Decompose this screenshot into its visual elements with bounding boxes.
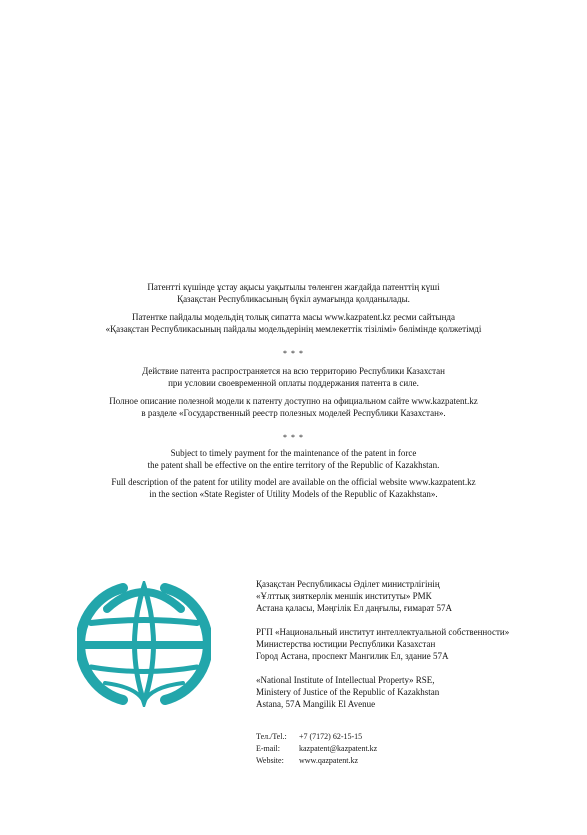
notice-line: Действие патента распространяется на всю территорию Республики Казахстан — [142, 366, 445, 376]
logo-lower-band — [91, 667, 197, 672]
organization-line: Қазақстан Республикасы Әділет министрлігінің — [256, 579, 440, 589]
website-value: www.qazpatent.kz — [299, 756, 359, 765]
notice-line: при условии своевременной оплаты поддержания патента в силе. — [168, 378, 419, 388]
notice-line: in the section «State Register of Utility Models of the Republic of Kazakhstan». — [149, 489, 438, 499]
notice-line: в разделе «Государственный реестр полезных моделей Республики Казахстан». — [141, 408, 446, 418]
organization-ru — [256, 626, 509, 662]
logo-upper-band — [91, 620, 197, 623]
notice-line: Full description of the patent for utility model are available on the official website www.kazpatent.kz — [111, 477, 476, 487]
notice-ru-description — [0, 395, 587, 419]
notice-line: Қазақстан Республикасының бүкіл аумағында қолданылады. — [177, 294, 410, 304]
email-label: E-mail: — [256, 744, 280, 753]
phone-value: +7 (7172) 62-15-15 — [299, 732, 363, 741]
email-row — [256, 743, 377, 755]
section-separator: * * * — [283, 433, 304, 442]
organization-line: Министерства юстиции Республики Казахстан — [256, 639, 436, 649]
notice-kk-description — [0, 311, 587, 335]
organization-line: РГП «Национальный институт интеллектуальной собственности» — [256, 627, 510, 637]
organization-line: «Ұлттық зияткерлік меншік институты» РМК — [256, 591, 432, 601]
organization-line: Ministery of Justice of the Republic of Kazakhstan — [256, 687, 440, 697]
notice-ru-maintenance — [0, 365, 587, 389]
notice-en-maintenance — [0, 447, 587, 471]
notice-line: «Қазақстан Республикасының пайдалы модельдерінің мемлекеттік тізілімі» бөлімінде қолжетімді — [105, 324, 482, 334]
organization-address: Город Астана, проспект Мангилик Ел, здание 57А — [256, 651, 449, 661]
section-separator: * * * — [283, 349, 304, 358]
website-label: Website: — [256, 756, 284, 765]
notice-line: Патентті күшінде ұстау ақысы уақытылы төленген жағдайда патенттің күші — [147, 282, 440, 292]
contact-info — [256, 731, 377, 767]
notice-line: Патентке пайдалы модельдің толық сипатта масы www.kazpatent.kz ресми сайтында — [132, 312, 455, 322]
logo-globe — [80, 586, 208, 702]
website-row — [256, 755, 377, 767]
notice-line: Полное описание полезной модели к патенту доступно на официальном сайте www.kazpatent.kz — [109, 396, 478, 406]
organization-address: Астана қаласы, Мәңгілік Ел даңғылы, ғимарат 57А — [256, 603, 452, 613]
organization-address: Astana, 57A Mangilik El Avenue — [256, 699, 376, 709]
organization-kk — [256, 578, 452, 614]
notice-kk-maintenance — [0, 281, 587, 305]
organization-en — [256, 674, 439, 710]
phone-row — [256, 731, 377, 743]
notice-en-description — [0, 476, 587, 500]
notice-line: the patent shall be effective on the entire territory of the Republic of Kazakhstan. — [147, 460, 440, 470]
phone-label: Тел./Tel.: — [256, 732, 287, 741]
organization-line: «National Institute of Intellectual Property» RSE, — [256, 675, 435, 685]
email-value: kazpatent@kazpatent.kz — [299, 744, 378, 753]
kazpatent-logo-icon — [77, 581, 211, 707]
notice-line: Subject to timely payment for the maintenance of the patent in force — [170, 448, 417, 458]
